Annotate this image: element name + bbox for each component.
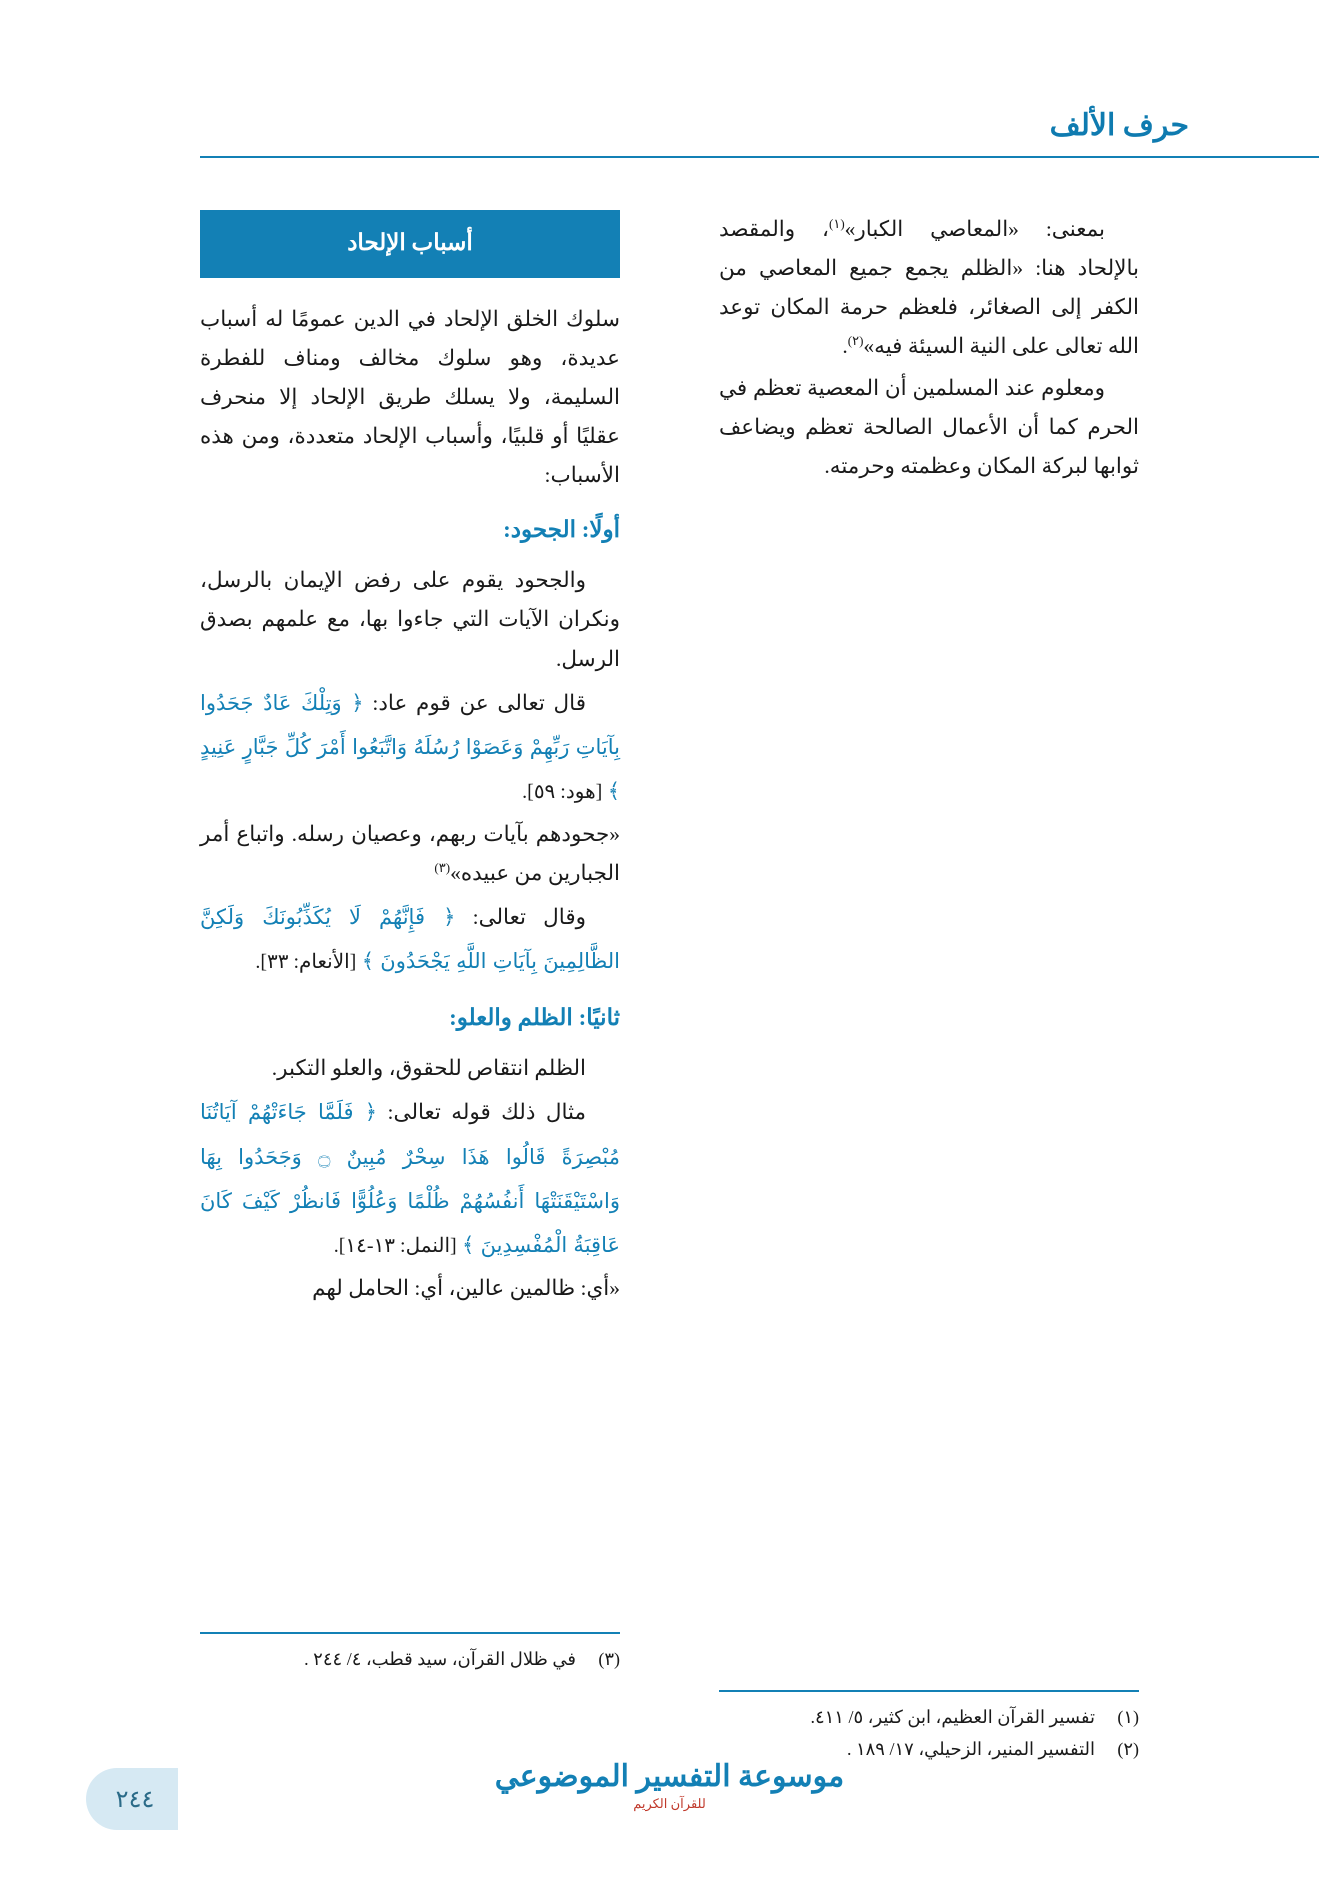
page-title: حرف الألف: [1049, 109, 1189, 142]
left-paragraph-5: [200, 895, 620, 983]
publisher-logo: [0, 1759, 1339, 1812]
footnote-text: تفسير القرآن العظيم، ابن كثير، ٥/ ٤١١.: [810, 1707, 1095, 1727]
footnote-item: [200, 1644, 620, 1676]
left-paragraph-1: سلوك الخلق الإلحاد في الدين عمومًا له أسباب عديدة، وهو سلوك مخالف ومناف للفطرة السليمة، ولا يسلك طريق الإلحاد إلا منحرف عقليًا أو قلبيًا، وأسباب الإلحاد متعددة، ومن هذه الأسباب:: [200, 306, 620, 488]
page-number-badge: [86, 1768, 178, 1830]
quran-verse-1-ref: [هود: ٥٩].: [522, 780, 603, 803]
left-paragraph-3: [200, 681, 620, 813]
quran3-lead: مثال ذلك قوله تعالى:: [387, 1100, 587, 1125]
quran-verse-3: ﴿ فَلَمَّا جَاءَتْهُمْ آيَاتُنَا مُبْصِرَةً قَالُوا هَذَا سِحْرٌ مُبِينٌ ۝ وَجَحَدُوا بِهَا وَاسْتَيْقَنَتْهَا أَنفُسُهُمْ ظُلْمًا وَعُلُوًّا فَانظُرْ كَيْفَ كَانَ عَاقِبَةُ الْمُفْسِدِينَ ﴾: [200, 1100, 620, 1257]
right-p1-part-c: .: [842, 334, 848, 359]
footnote-number: (١): [1117, 1707, 1139, 1727]
quran2-lead: وقال تعالى:: [472, 905, 587, 930]
right-paragraph-1: [719, 210, 1139, 367]
footnote-divider-right: [719, 1690, 1139, 1692]
footnote-marker-3: (٣): [434, 859, 451, 875]
footnote-number: (٣): [598, 1649, 620, 1669]
right-paragraph-2: ومعلوم عند المسلمين أن المعصية تعظم في الحرم كما أن الأعمال الصالحة تعظم ويضاعف ثوابها لبركة المكان وعظمته وحرمته.: [719, 375, 1139, 478]
quran-verse-2: ﴿ فَإِنَّهُمْ لَا يُكَذِّبُونَكَ وَلَكِنَّ الظَّالِمِينَ بِآيَاتِ اللَّهِ يَجْحَدُونَ ﴾: [200, 905, 620, 974]
logo-subtitle: للقرآن الكريم: [633, 1796, 706, 1811]
footnotes-right: [719, 1690, 1139, 1765]
left-paragraph-2: والجحود يقوم على رفض الإيمان بالرسل، ونكران الآيات التي جاءوا بها، مع علمهم بصدق الرسل.: [200, 568, 620, 671]
header-divider: [200, 156, 1319, 158]
page-header: [0, 108, 1339, 168]
section-heading-banner: أسباب الإلحاد: [200, 210, 620, 278]
right-p1-part-a: بمعنى: «المعاصي الكبار»: [844, 217, 1105, 241]
quran-verse-2-ref: [الأنعام: ٣٣].: [255, 951, 357, 974]
footnotes-left: [200, 1632, 620, 1676]
logo-title: موسوعة التفسير الموضوعي: [494, 1760, 845, 1793]
left-paragraph-6: الظلم انتقاص للحقوق، والعلو التكبر.: [271, 1056, 586, 1081]
footnote-text: في ظلال القرآن، سيد قطب، ٤/ ٢٤٤ .: [304, 1649, 576, 1669]
left-paragraph-7: [200, 1090, 620, 1266]
quran-verse-3-ref: [النمل: ١٣-١٤].: [333, 1234, 457, 1257]
quran1-lead: قال تعالى عن قوم عاد:: [372, 690, 586, 715]
subheading-second: ثانيًا: الظلم والعلو:: [449, 1005, 620, 1031]
right-p1-part-b: ، والمقصد بالإلحاد هنا: «الظلم يجمع جميع المعاصي من الكفر إلى الصغائر، فلعظم حرمة المكان توعد الله تعالى على النية السيئة فيه»: [719, 217, 1139, 359]
quote-ibn-kathir: «جحودهم بآيات ربهم، وعصيان رسله. واتباع أمر الجبارين من عبيده»: [200, 822, 620, 886]
left-paragraph-4: [200, 815, 620, 893]
left-paragraph-8: «أي: ظالمين عالين، أي: الحامل لهم: [312, 1275, 620, 1300]
footnote-number: (٢): [1117, 1738, 1139, 1759]
page-number-value: ٢٤٤: [115, 1786, 155, 1813]
footnote-divider-left: [200, 1632, 620, 1634]
column-left: [200, 210, 620, 1310]
footnote-text: التفسير المنير، الزحيلي، ١٧/ ١٨٩ .: [846, 1738, 1095, 1759]
footnote-item: [719, 1702, 1139, 1734]
footnote-marker-2: (٢): [847, 333, 864, 349]
subheading-first: أولًا: الجحود:: [503, 517, 620, 543]
column-right: [719, 210, 1139, 488]
quran-verse-1: ﴿ وَتِلْكَ عَادٌ جَحَدُوا بِآيَاتِ رَبِّهِمْ وَعَصَوْا رُسُلَهُ وَاتَّبَعُوا أَمْرَ كُلِّ جَبَّارٍ عَنِيدٍ ﴾: [200, 690, 620, 803]
footnote-marker-1: (١): [828, 215, 845, 231]
